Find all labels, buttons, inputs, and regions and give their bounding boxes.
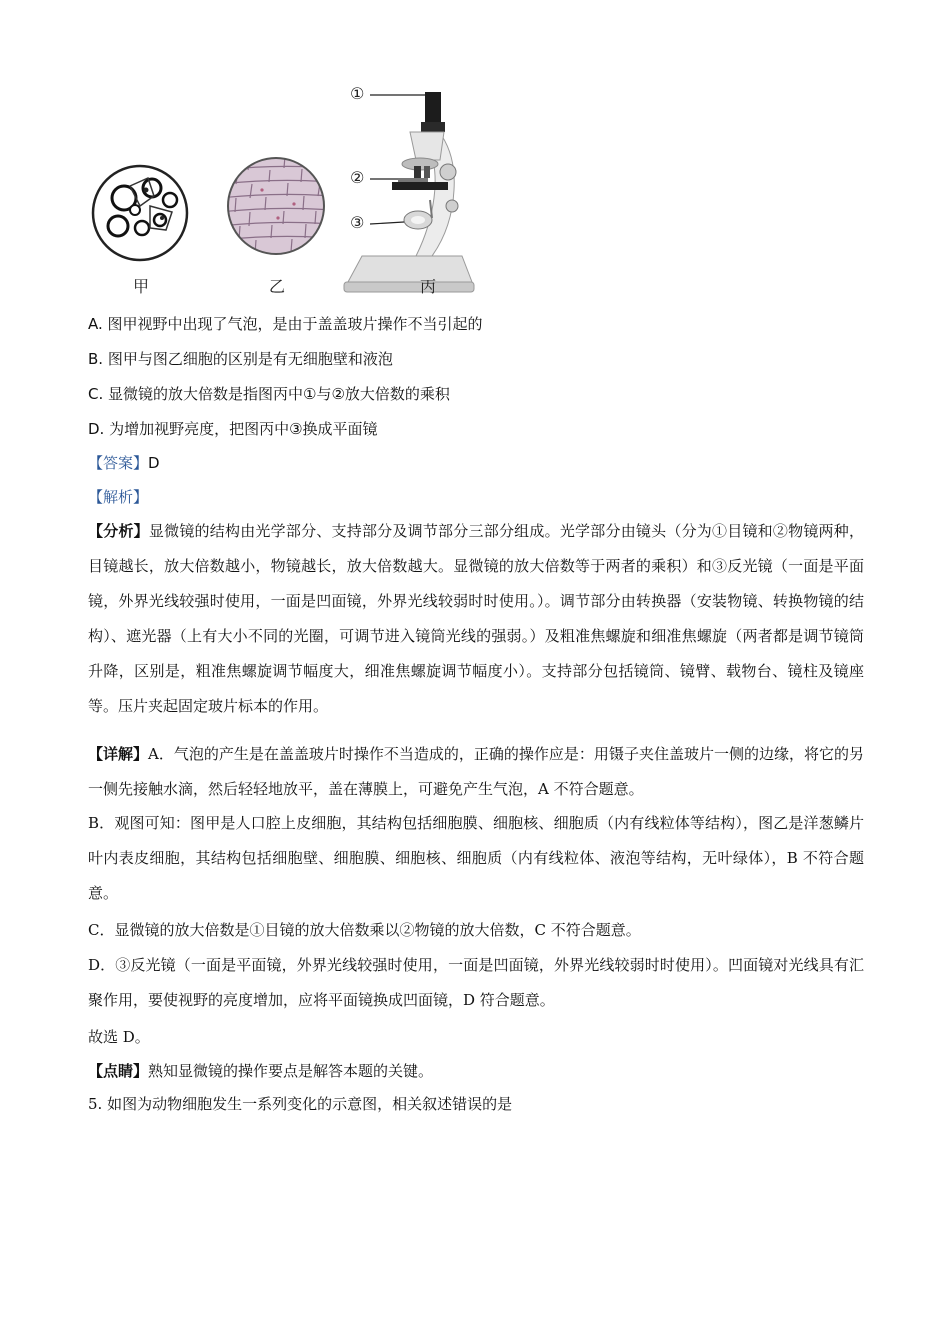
answer-tag: 【答案】 [88,454,149,472]
callout-1: ① [350,84,365,103]
xiangjie-c-paragraph: C．显微镜的放大倍数是①目镜的放大倍数乘以②物镜的放大倍数，C 不符合题意。 [88,921,641,939]
figure-label-bing: 丙 [420,277,437,296]
fenxi-tag: 【分析】 [88,522,149,540]
xiangjie-d-paragraph: D．③反光镜（一面是平面镜，外界光线较强时使用，一面是凹面镜，外界光线较弱时时使用）。凹面镜对光线具有汇聚作用，要使视野的亮度增加，应将平面镜换成凹面镜，D 符合题意。 [88,956,864,1009]
xiangjie-a-paragraph [88,737,864,807]
xiangjie-a-text: A．气泡的产生是在盖盖玻片时操作不当造成的，正确的操作应是：用镊子夹住盖玻片一侧的边缘，将它的另一侧先接触水滴，然后轻轻地放平，盖在薄膜上，可避免产生气泡，A 不符合题意。 [88,745,864,798]
figure-label-jia: 甲 [133,277,150,296]
answer-value: D [148,454,160,472]
figure-yi-field [220,156,332,254]
figure-jia-field [93,166,187,260]
answer-line [88,453,160,473]
fenxi-text: 显微镜的结构由光学部分、支持部分及调节部分三部分组成。光学部分由镜头（分为①目镜和②物镜两种，目镜越长，放大倍数越小，物镜越长，放大倍数越大。显微镜的放大倍数等于两者的乘积）和③反光镜（一面是平面镜，外界光线较强时使用，一面是凹面镜，外界光线较弱时时使用。）。调节部分由转换器（安装物镜、转换物镜的结构）、遮光器（上有大小不同的光圈，可调节进入镜筒光线的强弱。）及粗准焦螺旋和细准焦螺旋（两者都是调节镜筒升降，区别是，粗准焦螺旋调节幅度大，细准焦螺旋调节幅度小）。支持部分包括镜筒、镜臂、载物台、镜柱及镜座等。压片夹起固定玻片标本的作用。 [88,522,864,715]
xiangjie-tag: 【详解】 [88,745,149,763]
figure-label-yi: 乙 [269,277,286,296]
option-c: C. 显微镜的放大倍数是指图丙中①与②放大倍数的乘积 [88,385,450,403]
dianjing-text: 熟知显微镜的操作要点是解答本题的关键。 [148,1062,434,1080]
option-a: A. 图甲视野中出现了气泡，是由于盖盖玻片操作不当引起的 [88,315,483,333]
option-b: B. 图甲与图乙细胞的区别是有无细胞壁和液泡 [88,350,393,368]
callout-2: ② [350,168,365,187]
conclusion: 故选 D。 [88,1028,150,1046]
fenxi-paragraph [88,514,864,724]
analysis-tag: 【解析】 [88,488,149,506]
dianjing-paragraph [88,1054,864,1089]
xiangjie-b-paragraph: B．观图可知：图甲是人口腔上皮细胞，其结构包括细胞膜、细胞核、细胞质（内有线粒体等结构），图乙是洋葱鳞片叶内表皮细胞，其结构包括细胞壁、细胞膜、细胞核、细胞质（内有线粒体、液泡等结构，无叶绿体），B 不符合题意。 [88,814,864,902]
question-figure [80,78,500,300]
option-d: D. 为增加视野亮度，把图丙中③换成平面镜 [88,420,378,438]
figure-drawing [80,78,500,300]
next-question: 5. 如图为动物细胞发生一系列变化的示意图，相关叙述错误的是 [88,1095,513,1113]
figure-bing-microscope [344,92,474,292]
callout-3: ③ [350,213,365,232]
dianjing-tag: 【点睛】 [88,1062,149,1080]
